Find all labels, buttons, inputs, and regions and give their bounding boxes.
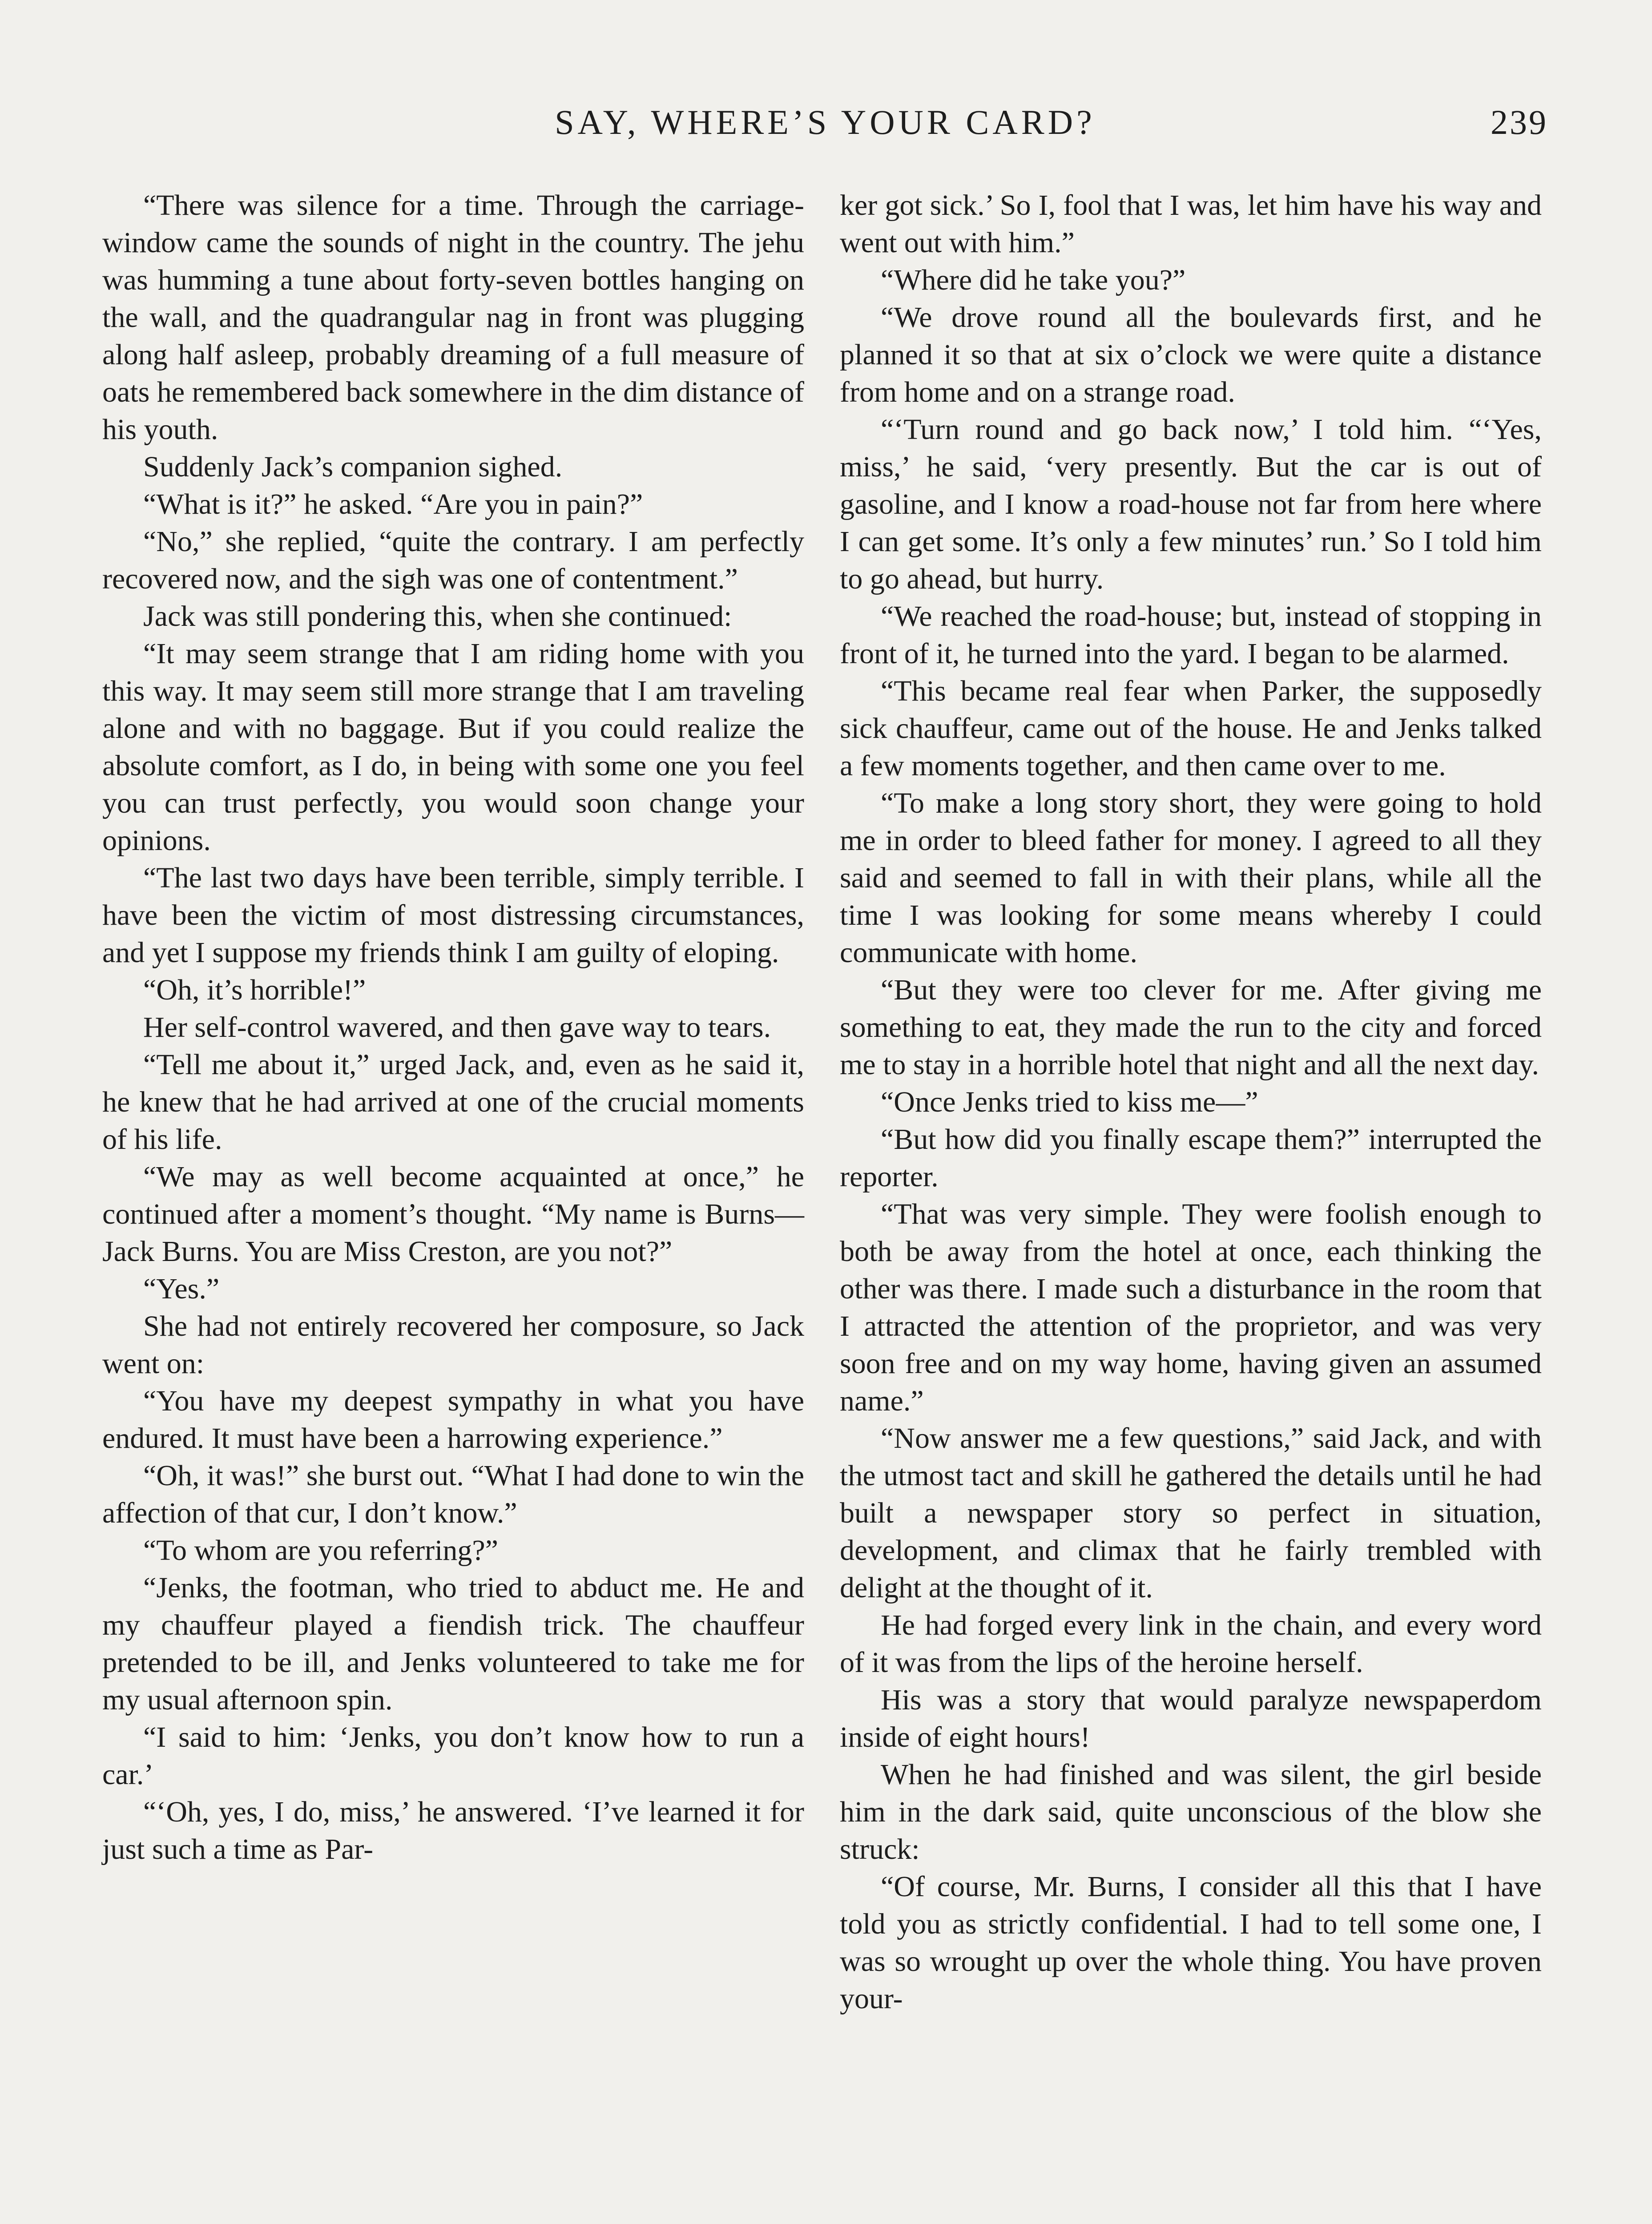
paragraph: “There was silence for a time. Through the carriage-window came the sounds of night in the country. The jehu was humming a tune about forty-seven bottles hanging on the wall, and the quadrangular nag in front was plugging along half asleep, probably dreaming of a full measure of oats he remembered back somewhere in the dim distance of his youth. [102,189,804,446]
paragraph: “Once Jenks tried to kiss me—” [881,1086,1258,1118]
paragraph: Her self-control wavered, and then gave way to tears. [143,1011,771,1044]
page-number: 239 [1491,103,1548,141]
paragraph: “Of course, Mr. Burns, I consider all this that I have told you as strictly confidential. I had to tell some one, I was so wrought up over the whole thing. You have proven your- [840,1870,1542,2015]
paragraph: “To make a long story short, they were going to hold me in order to bleed father for money. I agreed to all they said and seemed to fall in with their plans, while all the time I was looking for some means whereby I could communicate with home. [840,787,1542,969]
paragraph: “To whom are you referring?” [143,1534,498,1567]
paragraph: “But how did you finally escape them?” interrupted the reporter. [840,1123,1542,1193]
paragraph: “We may as well become acquainted at once,” he continued after a moment’s thought. “My name is Burns—Jack Burns. You are Miss Creston, are you not?” [102,1160,804,1268]
paragraph: When he had finished and was silent, the girl beside him in the dark said, quite unconscious of the blow she struck: [840,1758,1542,1865]
paragraph: “I said to him: ‘Jenks, you don’t know how to run a car.’ [102,1721,804,1791]
paragraph-continuation: ker got sick.’ So I, fool that I was, let him have his way and went out with him.” [840,189,1542,259]
paragraph: “You have my deepest sympathy in what you have endured. It must have been a harrowing experience.” [102,1385,804,1454]
paragraph: Suddenly Jack’s companion sighed. [143,451,563,483]
paragraph: “Oh, it was!” she burst out. “What I had done to win the affection of that cur, I don’t know.” [102,1459,804,1529]
paragraph: “Jenks, the footman, who tried to abduct me. He and my chauffeur played a fiendish trick. The chauffeur pretended to be ill, and Jenks volunteered to take me for my usual afternoon spin. [102,1571,804,1716]
paragraph: “Yes.” [143,1273,220,1305]
paragraph: Jack was still pondering this, when she continued: [143,600,732,633]
paragraph: “We reached the road-house; but, instead of stopping in front of it, he turned into the yard. I began to be alarmed. [840,600,1542,670]
paragraph: “It may seem strange that I am riding home with you this way. It may seem still more strange that I am traveling alone and with no baggage. But if you could realize the absolute comfort, as I do, in being with some one you feel you can trust perfectly, you would soon change your opinions. [102,637,804,857]
right-column [840,187,1542,2018]
paragraph: “That was very simple. They were foolish enough to both be away from the hotel at once, each thinking the other was there. I made such a disturbance in the room that I attracted the attention of the proprietor, and was very soon free and on my way home, having given an assumed name.” [840,1198,1542,1417]
paragraph: “What is it?” he asked. “Are you in pain?” [143,488,643,520]
paragraph: “But they were too clever for me. After giving me something to eat, they made the run to the city and forced me to stay in a horrible hotel that night and all the next day. [840,974,1542,1081]
paragraph: His was a story that would paralyze newspaperdom inside of eight hours! [840,1684,1542,1753]
paragraph: “This became real fear when Parker, the supposedly sick chauffeur, came out of the house. He and Jenks talked a few moments together, and then came over to me. [840,675,1542,782]
paragraph: “‘Turn round and go back now,’ I told him. “‘Yes, miss,’ he said, ‘very presently. But the car is out of gasoline, and I know a road-house not far from here where I can get some. It’s only a few minutes’ run.’ So I told him to go ahead, but hurry. [840,413,1542,595]
left-column [102,187,804,1868]
running-title: SAY, WHERE’S YOUR CARD? [555,103,1096,141]
paragraph: “Tell me about it,” urged Jack, and, even as he said it, he knew that he had arrived at one of the crucial moments of his life. [102,1048,804,1156]
paragraph: She had not entirely recovered her composure, so Jack went on: [102,1310,804,1380]
page-header [102,89,1548,156]
paragraph: “Oh, it’s horrible!” [143,974,366,1006]
paragraph: “The last two days have been terrible, simply terrible. I have been the victim of most distressing circumstances, and yet I suppose my friends think I am guilty of eloping. [102,862,804,969]
paragraph: “No,” she replied, “quite the contrary. I am perfectly recovered now, and the sigh was one of contentment.” [102,525,804,595]
paragraph: “Where did he take you?” [881,264,1186,296]
paragraph: “We drove round all the boulevards first, and he planned it so that at six o’clock we were quite a distance from home and on a strange road. [840,301,1542,408]
paragraph: He had forged every link in the chain, and every word of it was from the lips of the heroine herself. [840,1609,1542,1679]
paragraph: “‘Oh, yes, I do, miss,’ he answered. ‘I’ve learned it for just such a time as Par- [102,1796,804,1865]
paragraph: “Now answer me a few questions,” said Jack, and with the utmost tact and skill he gathered the details until he had built a newspaper story so perfect in situation, development, and climax that he fairly trembled with delight at the thought of it. [840,1422,1542,1604]
